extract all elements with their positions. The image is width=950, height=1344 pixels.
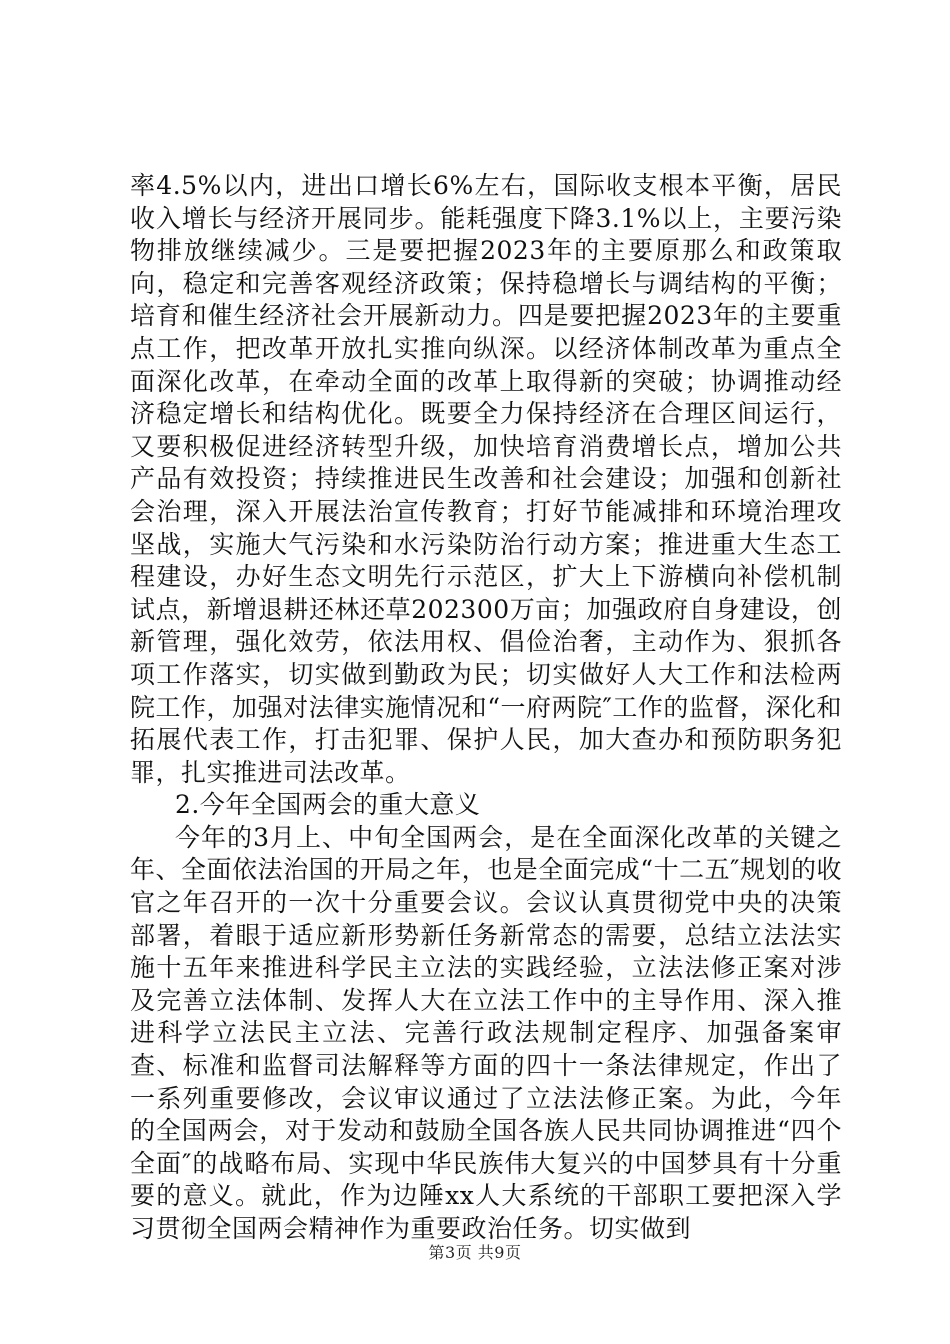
document-body <box>130 170 842 1246</box>
paragraph-continued: 率4.5%以内，进出口增长6%左右，国际收支根本平衡，居民收入增长与经济开展同步。能耗强度下降3.1%以上，主要污染物排放继续减少。三是要把握2023年的主要原那么和政策取向，稳定和完善客观经济政策；保持稳增长与调结构的平衡；培育和催生经济社会开展新动力。四是要把握2023年的主要重点工作，把改革开放扎实推向纵深。以经济体制改革为重点全面深化改革，在牵动全面的改革上取得新的突破；协调推动经济稳定增长和结构优化。既要全力保持经济在合理区间运行，又要积极促进经济转型升级，加快培育消费增长点，增加公共产品有效投资；持续推进民生改善和社会建设；加强和创新社会治理，深入开展法治宣传教育；打好节能减排和环境治理攻坚战，实施大气污染和水污染防治行动方案；推进重大生态工程建设，办好生态文明先行示范区，扩大上下游横向补偿机制试点，新增退耕还林还草202300万亩；加强政府自身建设，创新管理，强化效劳，依法用权、倡俭治奢，主动作为、狠抓各项工作落实，切实做到勤政为民；切实做好人大工作和法检两院工作，加强对法律实施情况和“一府两院″工作的监督，深化和拓展代表工作，打击犯罪、保护人民，加大查办和预防职务犯罪，扎实推进司法改革。 <box>130 171 842 787</box>
section-heading: 2.今年全国两会的重大意义 <box>175 790 481 820</box>
page-number-label: 第3页 共9页 <box>428 1243 522 1262</box>
paragraph-significance: 今年的3月上、中旬全国两会，是在全面深化改革的关键之年、全面依法治国的开局之年，也是全面完成“十二五″规划的收官之年召开的一次十分重要会议。会议认真贯彻党中央的决策部署，着眼于适应新形势新任务新常态的需要，总结立法法实施十五年来推进科学民主立法的实践经验，立法法修正案对涉及完善立法体制、发挥人大在立法工作中的主导作用、深入推进科学立法民主立法、完善行政法规制定程序、加强备案审查、标准和监督司法解释等方面的四十一条法律规定，作出了一系列重要修改，会议审议通过了立法法修正案。为此，今年的全国两会，对于发动和鼓励全国各族人民共同协调推进“四个全面″的战略布局、实现中华民族伟大复兴的中国梦具有十分重要的意义。就此，作为边陲xx人大系统的干部职工要把深入学习贯彻全国两会精神作为重要政治任务。切实做到 <box>130 822 842 1243</box>
page-footer <box>0 1240 950 1263</box>
